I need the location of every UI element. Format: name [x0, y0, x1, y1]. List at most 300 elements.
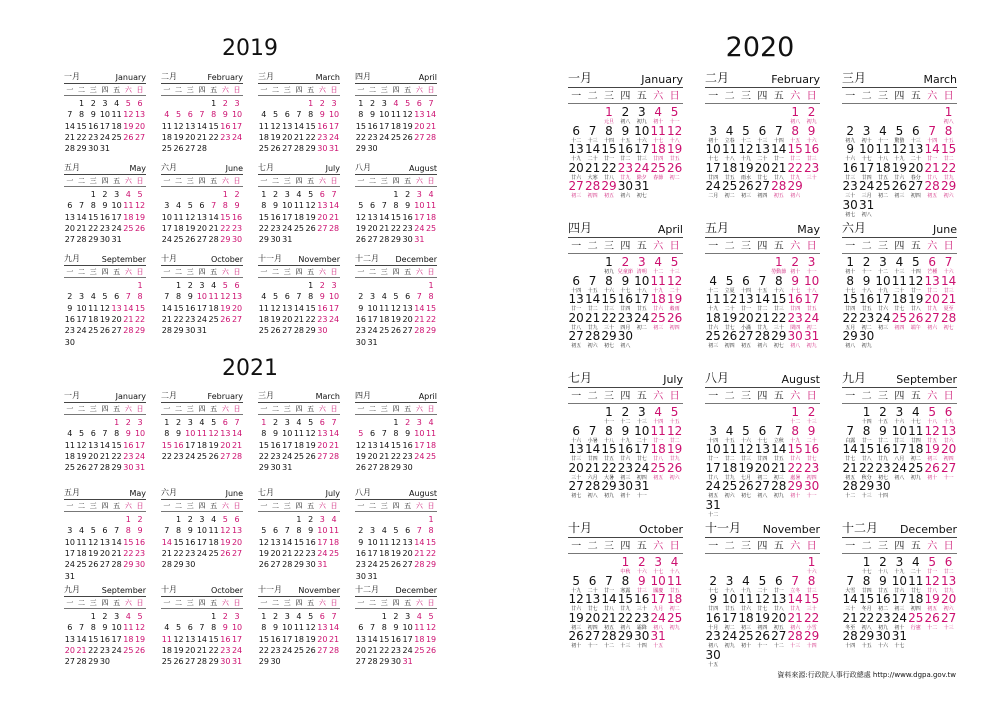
day-cell — [617, 125, 633, 144]
weekday-label: 五 — [113, 405, 121, 413]
day-number: 26 — [666, 160, 683, 175]
day-cell — [134, 223, 146, 234]
day-cell — [76, 428, 88, 439]
day-number: 27 — [402, 560, 413, 570]
day-number: 14 — [367, 634, 378, 644]
day-cell — [317, 98, 329, 109]
day-number: 17 — [367, 548, 378, 558]
day-number: 21 — [76, 645, 87, 655]
day-cell — [803, 293, 819, 312]
weekday-label: 日 — [330, 268, 338, 276]
day-cell — [281, 645, 293, 656]
day-cell — [803, 256, 819, 275]
day-cell — [111, 525, 123, 536]
day-number: 13 — [940, 423, 957, 438]
day-cell — [123, 109, 135, 120]
lunar-date: 十八 — [636, 287, 647, 294]
day-number: 9 — [709, 592, 718, 606]
day-cell — [634, 462, 650, 481]
lunar-date: 初八 — [894, 474, 905, 481]
day-cell — [173, 525, 185, 536]
day-cell — [317, 314, 329, 325]
weekday-label: 三 — [380, 405, 388, 413]
day-number: 27 — [196, 235, 208, 245]
day-cell — [134, 634, 146, 645]
day-cell — [293, 291, 305, 302]
day-cell — [134, 451, 146, 462]
day-number: 18 — [379, 548, 390, 558]
lunar-date: 廿九 — [927, 306, 938, 312]
day-number: 10 — [634, 423, 650, 438]
day-cell — [231, 440, 243, 451]
month-name-en: August — [781, 373, 820, 386]
day-number: 1 — [90, 612, 96, 621]
day-number: 4 — [381, 526, 387, 536]
lunar-date: 三月 — [861, 193, 872, 199]
weekday-label: 二 — [369, 268, 377, 276]
day-cell — [367, 440, 379, 451]
day-number: 14 — [842, 442, 858, 456]
day-cell — [317, 559, 329, 570]
day-number: 29 — [111, 463, 122, 473]
lunar-date: 廿二 — [724, 456, 735, 462]
day-number: 6 — [67, 201, 73, 211]
day-cell — [231, 622, 243, 633]
day-cell — [281, 559, 293, 570]
day-number: 12 — [305, 201, 316, 211]
day-cell — [425, 514, 437, 525]
day-cell — [891, 180, 907, 199]
day-cell — [924, 275, 940, 294]
lunar-date: 廿八 — [910, 306, 921, 312]
day-number: 10 — [317, 526, 328, 536]
lunar-date: 十七 — [861, 569, 872, 575]
weekday-label: 四 — [757, 391, 768, 402]
day-cell — [891, 425, 907, 444]
day-cell — [891, 143, 907, 162]
day-number: 16 — [390, 634, 402, 644]
day-cell — [134, 200, 146, 211]
day-cell — [584, 312, 600, 331]
day-cell — [173, 440, 185, 451]
month-name-cn: 九月 — [64, 254, 80, 263]
day-cell — [634, 256, 650, 275]
month-name-cn: 二月 — [161, 391, 177, 400]
weekday-label: 三 — [877, 241, 888, 252]
weekday-label: 一 — [163, 405, 171, 413]
day-cell — [64, 537, 76, 548]
weekday-label: 日 — [669, 391, 680, 402]
day-number: 29 — [258, 463, 269, 473]
day-cell — [601, 443, 617, 462]
weekday-label: 三 — [89, 599, 97, 607]
weekday-header — [705, 240, 820, 254]
day-number: 15 — [787, 142, 803, 156]
day-cell — [317, 428, 329, 439]
weekday-label: 六 — [221, 502, 229, 510]
weekday-label: 六 — [221, 268, 229, 276]
lunar-date: 十九 — [740, 587, 751, 594]
month-december-2019 — [355, 252, 437, 347]
day-number: 5 — [308, 190, 314, 199]
day-number: 13 — [282, 303, 293, 313]
lunar-date: 初六 — [927, 324, 938, 331]
day-number: 29 — [787, 479, 803, 493]
day-cell — [924, 312, 940, 331]
weekday-label: 四 — [295, 405, 303, 413]
day-number: 12 — [270, 121, 281, 131]
day-number: 10 — [379, 110, 390, 120]
day-number: 6 — [405, 292, 411, 302]
lunar-date: 廿四 — [708, 174, 719, 181]
day-cell — [940, 406, 956, 425]
day-cell — [634, 630, 650, 649]
day-cell — [367, 109, 379, 120]
day-cell — [390, 109, 402, 120]
day-number: 23 — [355, 326, 366, 336]
weekday-label: 四 — [198, 599, 206, 607]
day-cell — [754, 312, 770, 331]
day-number: 21 — [282, 548, 293, 558]
day-number: 19 — [425, 634, 437, 644]
day-number: 25 — [293, 645, 305, 655]
day-number: 23 — [220, 645, 231, 655]
day-cell — [196, 622, 208, 633]
weekday-header — [161, 85, 243, 96]
day-cell — [184, 440, 196, 451]
weekday-label: 六 — [221, 177, 229, 185]
day-number: 28 — [787, 629, 803, 643]
day-cell — [721, 330, 737, 349]
day-cell — [721, 443, 737, 462]
day-cell — [617, 593, 633, 612]
day-number: 13 — [88, 440, 99, 450]
day-cell — [842, 462, 858, 481]
day-cell — [87, 189, 99, 200]
day-cell — [208, 451, 220, 462]
day-cell — [123, 451, 135, 462]
day-number: 23 — [64, 326, 75, 336]
day-number: 29 — [858, 629, 875, 643]
lunar-date: 初三 — [927, 456, 938, 462]
lunar-date: 初十 — [571, 643, 582, 649]
day-cell — [414, 234, 426, 245]
lunar-date: 初九 — [603, 493, 614, 499]
day-cell — [305, 280, 317, 291]
day-cell — [738, 593, 754, 612]
day-number: 19 — [754, 610, 771, 625]
day-cell — [270, 132, 282, 143]
lunar-date: 十四 — [806, 643, 817, 649]
day-cell — [650, 256, 666, 275]
day-cell — [650, 575, 666, 594]
month-name-cn: 三月 — [258, 391, 274, 400]
day-cell — [184, 417, 196, 428]
day-cell — [414, 634, 426, 645]
day-number: 24 — [328, 132, 340, 142]
day-number: 10 — [891, 423, 908, 438]
lunar-date: 十六 — [877, 643, 888, 649]
day-number: 26 — [355, 463, 366, 473]
day-cell — [634, 293, 650, 312]
day-cell — [270, 525, 282, 536]
day-cell — [76, 462, 88, 473]
day-number: 1 — [381, 612, 387, 621]
day-number: 12 — [666, 273, 683, 288]
weekday-header — [161, 501, 243, 512]
day-cell — [754, 630, 770, 649]
day-number: 29 — [305, 326, 316, 336]
day-cell — [367, 121, 379, 132]
lunar-date: 廿二 — [877, 437, 888, 444]
day-cell — [123, 611, 135, 622]
lunar-date: 廿六 — [571, 606, 582, 612]
day-cell — [64, 440, 76, 451]
day-number: 30 — [858, 329, 875, 343]
day-number: 15 — [425, 537, 437, 547]
lunar-date: 廿四 — [653, 156, 664, 162]
day-cell — [803, 143, 819, 162]
day-cell — [908, 406, 924, 425]
day-cell — [771, 480, 787, 499]
weekday-label: 三 — [89, 86, 97, 94]
lunar-date: 廿五 — [724, 174, 735, 181]
day-cell — [568, 593, 584, 612]
day-cell — [721, 593, 737, 612]
weekday-label: 二 — [587, 91, 598, 102]
day-cell — [111, 451, 123, 462]
weekday-label: 六 — [415, 268, 423, 276]
day-cell — [414, 291, 426, 302]
day-number: 10 — [650, 573, 666, 588]
day-number: 21 — [123, 314, 134, 324]
day-number: 25 — [123, 223, 134, 233]
day-cell — [111, 189, 123, 200]
day-number: 23 — [787, 310, 803, 325]
day-cell — [601, 425, 617, 444]
day-number: 10 — [282, 623, 293, 633]
day-number: 13 — [355, 634, 366, 644]
day-number: 1 — [90, 190, 96, 199]
day-number: 30 — [617, 179, 634, 193]
lunar-date: 初十 — [790, 493, 801, 499]
weekday-label: 日 — [136, 502, 144, 510]
day-number: 11 — [425, 429, 437, 439]
lunar-date: 初五 — [603, 193, 614, 199]
day-cell — [891, 125, 907, 144]
day-number: 16 — [803, 142, 820, 156]
weekday-label: 五 — [910, 91, 921, 102]
lunar-date: 冬月 — [861, 606, 872, 612]
day-number: 17 — [891, 592, 908, 606]
day-number: 12 — [891, 142, 908, 156]
lunar-date: 廿六 — [894, 587, 905, 594]
month-name-en: October — [210, 586, 243, 595]
day-number: 8 — [164, 429, 170, 439]
day-number: 11 — [390, 110, 402, 120]
lunar-date: 初三 — [740, 624, 751, 631]
day-number: 30 — [634, 629, 650, 643]
day-number: 20 — [924, 292, 940, 306]
day-cell — [270, 537, 282, 548]
day-number: 17 — [196, 303, 208, 313]
day-number: 6 — [758, 123, 767, 138]
weekday-label: 三 — [283, 405, 291, 413]
lunar-date: 廿四 — [620, 306, 631, 312]
day-cell — [771, 612, 787, 631]
day-number: 12 — [305, 623, 316, 633]
day-cell — [305, 525, 317, 536]
lunar-date: 十五 — [757, 287, 768, 294]
day-number: 19 — [666, 442, 683, 456]
lunar-date: 廿五 — [877, 587, 888, 594]
lunar-date: 十八 — [724, 156, 735, 162]
day-cell — [328, 440, 340, 451]
weekday-label: 四 — [101, 268, 109, 276]
day-number: 16 — [634, 592, 650, 606]
day-cell — [367, 325, 379, 336]
day-cell — [617, 180, 633, 199]
lunar-date: 三十 — [571, 474, 582, 481]
day-number: 2 — [102, 612, 108, 621]
day-number: 8 — [211, 110, 217, 120]
day-cell — [134, 514, 146, 525]
day-number: 13 — [414, 110, 425, 120]
month-name-en: March — [315, 73, 340, 82]
day-cell — [390, 234, 402, 245]
day-cell — [208, 280, 220, 291]
day-number: 16 — [617, 292, 634, 306]
day-number: 22 — [787, 160, 803, 175]
day-cell — [721, 275, 737, 294]
day-number: 2 — [125, 418, 131, 427]
lunar-date: 七月 — [740, 474, 751, 481]
lunar-date: 廿三 — [845, 174, 856, 181]
day-cell — [208, 548, 220, 559]
day-number: 3 — [199, 515, 205, 524]
weekday-label: 日 — [330, 599, 338, 607]
weekday-label: 三 — [740, 241, 751, 252]
day-cell — [161, 314, 173, 325]
lunar-date: 初八 — [861, 624, 872, 631]
day-number: 18 — [908, 442, 924, 456]
day-number: 28 — [123, 326, 134, 336]
day-number: 22 — [208, 132, 219, 142]
day-number: 25 — [208, 314, 219, 324]
lunar-date: 八月 — [894, 456, 905, 462]
weekday-label: 一 — [357, 268, 365, 276]
day-cell — [402, 656, 414, 667]
day-number: 6 — [114, 292, 120, 302]
lunar-date: 三十 — [773, 324, 784, 331]
day-cell — [184, 314, 196, 325]
day-number: 9 — [405, 429, 411, 439]
day-number: 14 — [584, 292, 601, 306]
lunar-date: 初七 — [603, 343, 614, 349]
day-number: 20 — [940, 442, 957, 456]
day-number: 4 — [114, 99, 120, 108]
day-number: 1 — [164, 418, 170, 427]
lunar-date: 十一 — [943, 474, 954, 481]
day-number: 26 — [305, 645, 316, 655]
day-number: 11 — [208, 526, 219, 536]
day-cell — [231, 303, 243, 314]
day-number: 28 — [379, 463, 390, 473]
day-cell — [425, 417, 437, 428]
month-header — [568, 370, 683, 388]
weekday-label: 一 — [708, 541, 719, 552]
day-number: 24 — [634, 460, 650, 475]
day-cell — [601, 612, 617, 631]
day-number: 5 — [261, 526, 267, 536]
day-cell — [803, 556, 819, 575]
weekday-label: 二 — [272, 502, 280, 510]
day-number: 30 — [875, 479, 891, 493]
day-cell — [390, 212, 402, 223]
day-cell — [293, 314, 305, 325]
lunar-date: 初七 — [877, 474, 888, 481]
day-number: 19 — [666, 292, 683, 306]
day-cell — [281, 428, 293, 439]
day-number: 7 — [774, 123, 783, 138]
day-cell — [771, 312, 787, 331]
day-cell — [601, 275, 617, 294]
day-cell — [414, 223, 426, 234]
weekday-label: 日 — [233, 268, 241, 276]
lunar-date: 二十 — [669, 287, 680, 294]
weekday-label: 四 — [198, 177, 206, 185]
day-cell — [328, 622, 340, 633]
day-number: 19 — [134, 634, 146, 644]
day-cell — [425, 325, 437, 336]
day-cell — [281, 622, 293, 633]
day-number: 9 — [125, 429, 131, 439]
day-number: 7 — [234, 418, 240, 427]
lunar-date: 立夏 — [724, 287, 735, 294]
day-number: 20 — [111, 314, 122, 324]
day-cell — [111, 634, 123, 645]
day-cell — [87, 291, 99, 302]
day-number: 20 — [568, 460, 584, 475]
day-number: 20 — [402, 314, 413, 324]
day-number: 25 — [738, 629, 754, 643]
day-cell — [402, 611, 414, 622]
lunar-date: 十四 — [927, 137, 938, 144]
day-cell — [293, 525, 305, 536]
day-cell — [281, 525, 293, 536]
weekday-header — [355, 85, 437, 96]
lunar-date: 雨水 — [740, 174, 751, 181]
day-cell — [634, 143, 650, 162]
day-cell — [293, 611, 305, 622]
day-number: 31 — [891, 629, 908, 643]
month-header — [161, 161, 243, 175]
day-cell — [425, 291, 437, 302]
day-cell — [908, 612, 924, 631]
day-cell — [721, 575, 737, 594]
day-cell — [196, 645, 208, 656]
lunar-date: 廿五 — [806, 306, 817, 312]
day-number: 26 — [924, 610, 940, 625]
day-number: 12 — [88, 537, 99, 547]
day-number: 7 — [199, 623, 205, 633]
day-number: 19 — [173, 645, 184, 655]
day-cell — [123, 212, 135, 223]
day-number: 29 — [601, 329, 617, 343]
lunar-date: 二月 — [708, 193, 719, 199]
day-number: 13 — [185, 634, 196, 644]
day-number: 20 — [317, 634, 328, 644]
